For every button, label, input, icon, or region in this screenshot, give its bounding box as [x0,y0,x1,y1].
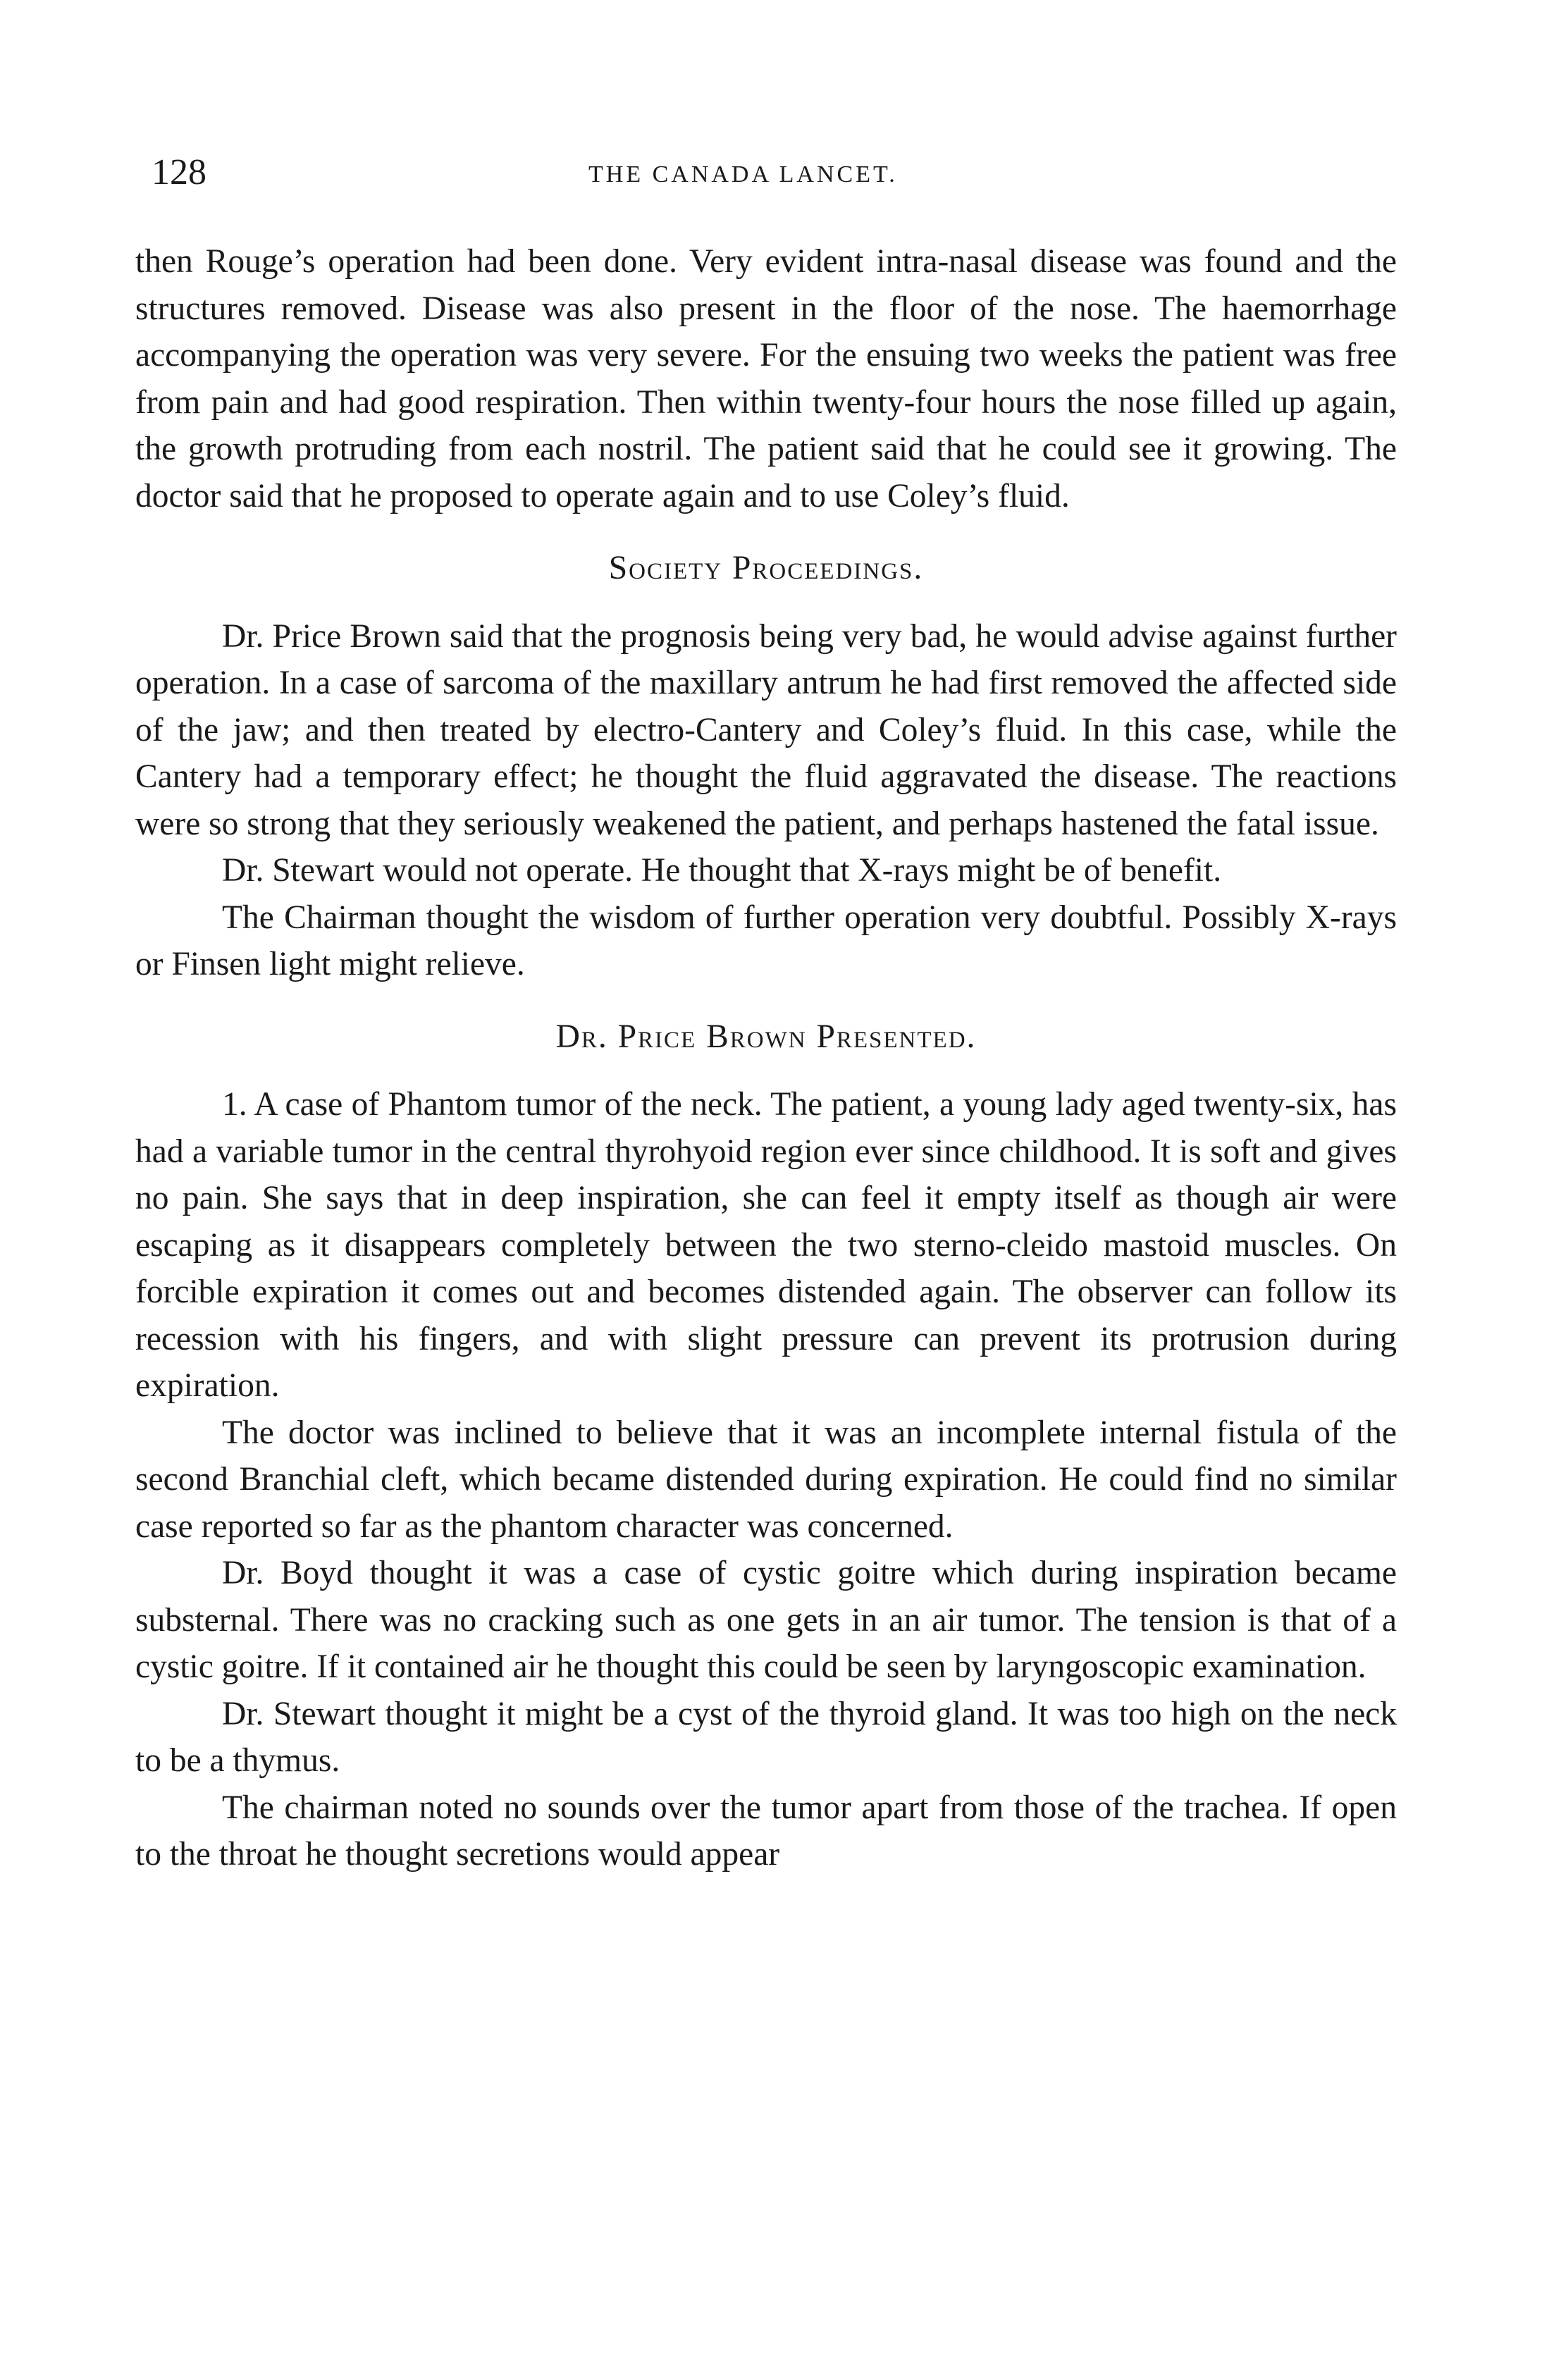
paragraph-stewart: Dr. Stewart would not operate. He thought that X-rays might be of benefit. [222,852,1222,889]
paragraph-boyd: Dr. Boyd thought it was a case of cystic goitre which during inspiration became substernal. There was no cracking such as one gets in an air tumor. The tension is that of a cystic goitre. If it contained air he thought this could be seen by laryngoscopic examination. [135,1555,1397,1685]
paragraph-doctor-branchial: The doctor was inclined to believe that it was an incomplete internal fistula of the second Branchial cleft, which became distended during expiration. He could find no similar case reported so far as the phantom character was concerned. [135,1414,1397,1545]
paragraph-stewart-thyroid: Dr. Stewart thought it might be a cyst of the thyroid gland. It was too high on the neck to be a thymus. [135,1695,1397,1779]
page-number: 128 [152,152,206,192]
article-body [135,238,1397,1878]
paragraph-chairman: The Chairman thought the wisdom of further operation very doubtful. Possibly X-rays or Finsen light might relieve. [135,899,1397,982]
paragraph-chairman-trachea: The chairman noted no sounds over the tumor apart from those of the trachea. If open to the throat he thought secretions would appear [135,1789,1397,1873]
paragraph-continuation: then Rouge’s operation had been done. Very evident intra-nasal disease was found and the structures removed. Disease was also present in the floor of the nose. The haemorrhage accompanying the operation was very severe. For the ensuing two weeks the patient was free from pain and had good respiration. Then within twenty-four hours the nose filled up again, the growth protruding from each nostril. The patient said that he could see it growing. The doctor said that he proposed to operate again and to use Coley’s fluid. [135,243,1397,514]
section-heading-society-proceedings: Society Proceedings. [608,550,924,586]
paragraph-phantom-tumor: 1. A case of Phantom tumor of the neck. The patient, a young lady aged twenty-six, has had a variable tumor in the central thyrohyoid region ever since childhood. It is soft and gives no pain. She says that in deep inspiration, she can feel it empty itself as though air were escaping as it disappears completely between the two sterno-cleido mastoid muscles. On forcible expiration it comes out and becomes distended again. The observer can follow its recession with his fingers, and with slight pressure can prevent its protrusion during expiration. [135,1086,1397,1404]
section-heading-price-brown-presented: Dr. Price Brown Presented. [555,1018,977,1055]
paragraph-price-brown: Dr. Price Brown said that the prognosis being very bad, he would advise against further operation. In a case of sarcoma of the maxillary antrum he had first removed the affected side of the jaw; and then treated by electro-Cantery and Coley’s fluid. In this case, while the Cantery had a temporary effect; he thought the fluid aggravated the disease. The reactions were so strong that they seriously weakened the patient, and perhaps hastened the fatal issue. [135,617,1397,842]
journal-title: THE CANADA LANCET. [588,161,898,187]
running-head [152,152,1413,201]
